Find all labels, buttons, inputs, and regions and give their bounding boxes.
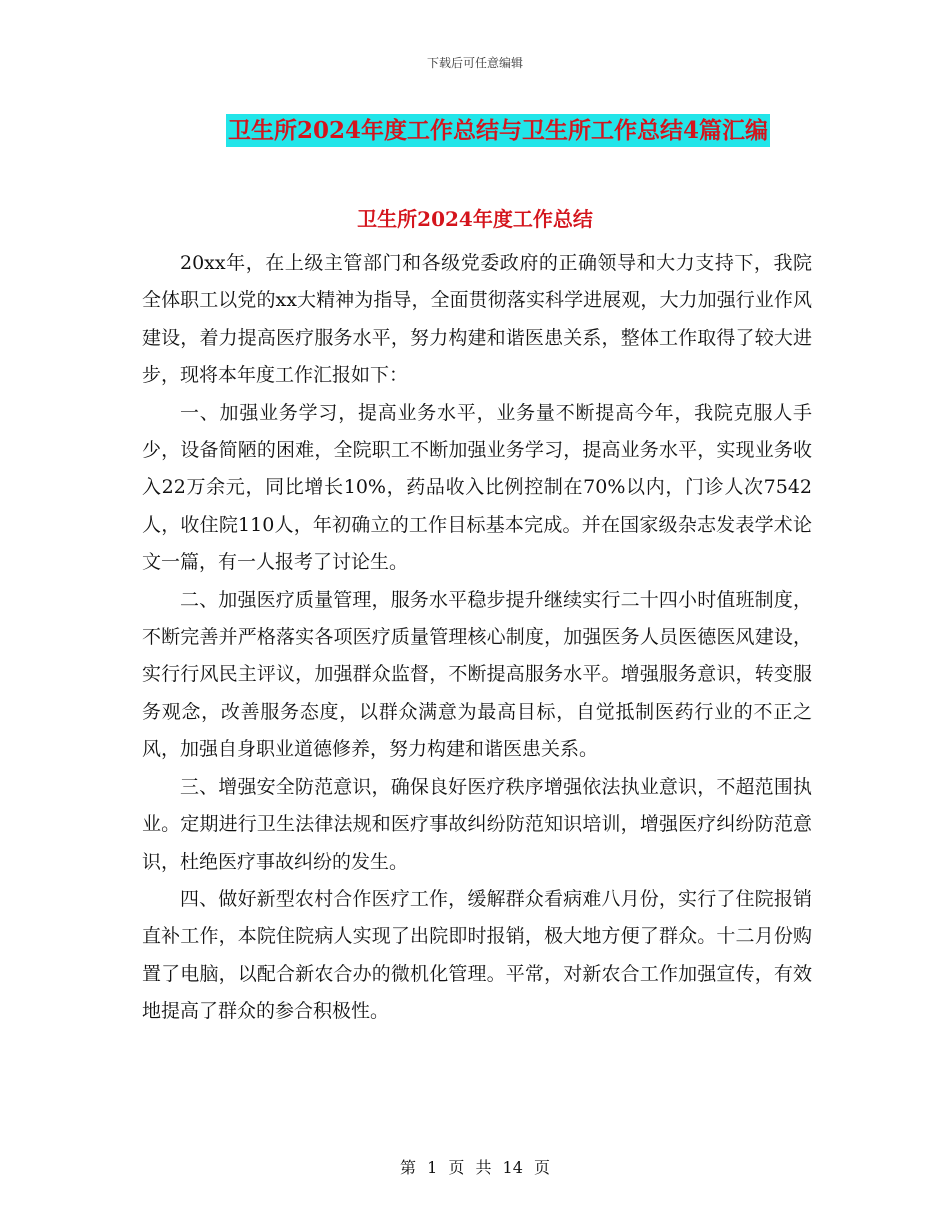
main-title-container [0, 114, 950, 147]
paragraph-business-study: 一、加强业务学习，提高业务水平，业务量不断提高今年，我院克服人手少，设备简陋的困难，全院职工不断加强业务学习，提高业务水平，实现业务收入22万余元，同比增长10%，药品收入比例控制在70%以内，门诊人次7542人，收住院110人，年初确立的工作目标基本完成。并在国家级杂志发表学术论文一篇，有一人报考了讨论生。 [142, 401, 812, 574]
document-main-title: 卫生所2024年度工作总结与卫生所工作总结4篇汇编 [226, 114, 770, 147]
header-note: 下载后可任意编辑 [426, 56, 523, 70]
paragraph-rural-cooperative: 四、做好新型农村合作医疗工作，缓解群众看病难八月份，实行了住院报销直补工作，本院住院病人实现了出院即时报销，极大地方便了群众。十二月份购置了电脑，以配合新农合办的微机化管理。平常，对新农合工作加强宣传，有效地提高了群众的参合积极性。 [142, 887, 812, 1023]
paragraph-safety: 三、增强安全防范意识，确保良好医疗秩序增强依法执业意识，不超范围执业。定期进行卫生法律法规和医疗事故纠纷防范知识培训，增强医疗纠纷防范意识，杜绝医疗事故纠纷的发生。 [142, 775, 812, 873]
paragraph-quality-management: 二、加强医疗质量管理，服务水平稳步提升继续实行二十四小时值班制度，不断完善并严格落实各项医疗质量管理核心制度，加强医务人员医德医风建设，实行行风民主评议，加强群众监督，不断提高服务水平。增强服务意识，转变服务观念，改善服务态度，以群众满意为最高目标，自觉抵制医药行业的不正之风，加强自身职业道德修养，努力构建和谐医患关系。 [142, 588, 812, 761]
document-body [142, 245, 812, 1031]
section-title: 卫生所2024年度工作总结 [357, 207, 593, 231]
page-number: 第 1 页 共 14 页 [400, 1158, 550, 1177]
paragraph-intro: 20xx年，在上级主管部门和各级党委政府的正确领导和大力支持下，我院全体职工以党的xx大精神为指导，全面贯彻落实科学进展观，大力加强行业作风建设，着力提高医疗服务水平，努力构建和谐医患关系，整体工作取得了较大进步，现将本年度工作汇报如下： [142, 252, 812, 387]
